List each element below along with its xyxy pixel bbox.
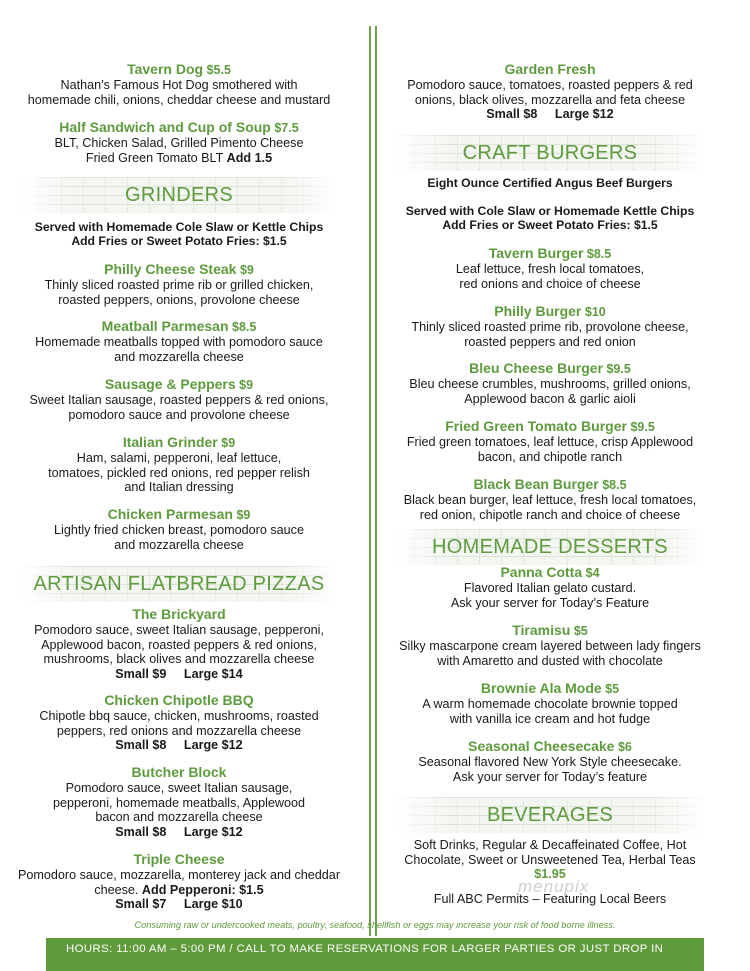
- item-name: Half Sandwich and Cup of Soup: [59, 119, 271, 135]
- item-description: Black bean burger, leaf lettuce, fresh local tomatoes, red onion, chipotle ranch and choice of cheese: [403, 493, 697, 522]
- item-price: $9: [239, 378, 254, 392]
- menu-item: [18, 318, 340, 364]
- item-price: $5: [573, 624, 588, 638]
- menu-item-half-sandwich: [18, 119, 340, 165]
- menu-item-tavern-dog: [18, 61, 340, 107]
- item-description: Ham, salami, pepperoni, leaf lettuce, tomatoes, pickled red onions, red pepper relish and Italian dressing: [48, 451, 310, 495]
- item-extra: Add 1.5: [226, 150, 273, 165]
- menu-item: [392, 418, 708, 464]
- watermark-logo: menupix: [518, 877, 590, 896]
- item-name: Italian Grinder: [122, 434, 218, 450]
- item-description: Seasonal flavored New York Style cheesecake. Ask your server for Today’s feature: [418, 755, 682, 784]
- grinders-note: Served with Homemade Cole Slaw or Kettle Chips Add Fries or Sweet Potato Fries: $1.5: [34, 220, 324, 249]
- menu-item: [18, 261, 340, 307]
- item-description: Pomodoro sauce, tomatoes, roasted peppers & red onions, black olives, mozzarella and feta cheese: [407, 78, 693, 107]
- item-name: Tavern Dog: [127, 61, 204, 77]
- item-sizes: Small $8 Large $12: [486, 107, 614, 122]
- menu-item: [18, 692, 340, 753]
- item-name: Chicken Parmesan: [107, 506, 233, 522]
- beverages-note: Full ABC Permits – Featuring Local Beers: [433, 891, 667, 906]
- menu-item: [392, 738, 708, 784]
- item-price: $9: [236, 508, 251, 522]
- item-price: $6: [617, 740, 632, 754]
- item-price: $4: [585, 566, 600, 580]
- section-title-desserts: HOMEMADE DESSERTS: [432, 536, 668, 558]
- food-safety-disclaimer: Consuming raw or undercooked meats, poultry, seafood, shellfish or eggs may increase your risk of food borne illness.: [134, 920, 616, 930]
- menu-item: [392, 476, 708, 522]
- item-description: Fried green tomatoes, leaf lettuce, crisp Applewood bacon, and chipotle ranch: [406, 435, 694, 464]
- menu-item: [18, 606, 340, 681]
- menu-item: [392, 680, 708, 726]
- column-divider: [375, 26, 377, 936]
- menu-item: [18, 851, 340, 912]
- menu-item: [18, 764, 340, 839]
- item-description: Flavored Italian gelato custard. Ask your server for Today’s Feature: [450, 581, 650, 610]
- menu-item-garden-fresh: [392, 61, 708, 122]
- item-description: Bleu cheese crumbles, mushrooms, grilled onions, Applewood bacon & garlic aioli: [409, 377, 691, 406]
- item-name: Triple Cheese: [133, 851, 225, 867]
- section-title-burgers: CRAFT BURGERS: [462, 142, 638, 164]
- item-name: Fried Green Tomato Burger: [445, 418, 627, 434]
- menu-item: [392, 245, 708, 291]
- item-description: Nathan’s Famous Hot Dog smothered with homemade chili, onions, cheddar cheese and mustard: [27, 78, 331, 107]
- item-name: Black Bean Burger: [473, 476, 599, 492]
- section-title-flatbread: ARTISAN FLATBREAD PIZZAS: [33, 573, 325, 595]
- item-price: $5.5: [206, 63, 231, 77]
- item-description: Thinly sliced roasted prime rib, provolone cheese, roasted peppers and red onion: [411, 320, 689, 349]
- menu-item: [18, 434, 340, 495]
- section-title-grinders: GRINDERS: [125, 184, 233, 206]
- burgers-note: Served with Cole Slaw or Homemade Kettle Chips Add Fries or Sweet Potato Fries: $1.5: [405, 204, 695, 233]
- column-divider: [369, 26, 371, 936]
- item-description: Thinly sliced roasted prime rib or grilled chicken, roasted peppers, onions, provolone cheese: [44, 278, 314, 307]
- item-price: $9.5: [606, 362, 631, 376]
- item-description: Sweet Italian sausage, roasted peppers & red onions, pomodoro sauce and provolone cheese: [29, 393, 329, 422]
- item-name: Chicken Chipotle BBQ: [104, 692, 254, 708]
- item-sizes: Small $9 Large $14: [115, 666, 243, 681]
- item-price: $9: [239, 263, 254, 277]
- menu-item: [392, 303, 708, 349]
- item-price: $1.95: [534, 867, 566, 882]
- item-name: The Brickyard: [132, 606, 226, 622]
- menu-item: [392, 622, 708, 668]
- item-name: Butcher Block: [131, 764, 227, 780]
- item-price: $8.5: [232, 320, 257, 334]
- item-name: Seasonal Cheesecake: [468, 738, 615, 754]
- item-description: Pomodoro sauce, mozzarella, monterey jack and cheddar cheese. Add Pepperoni: $1.5: [18, 868, 341, 897]
- item-description: Soft Drinks, Regular & Decaffeinated Coffee, Hot Chocolate, Sweet or Unsweetened Tea, Herbal Teas: [404, 838, 696, 867]
- item-description: Leaf lettuce, fresh local tomatoes, red onions and choice of cheese: [455, 262, 645, 291]
- item-description: Pomodoro sauce, sweet Italian sausage, pepperoni, homemade meatballs, Applewood bacon and mozzarella cheese: [52, 781, 306, 825]
- item-description: Homemade meatballs topped with pomodoro sauce and mozzarella cheese: [35, 335, 323, 364]
- item-price: $7.5: [274, 121, 299, 135]
- item-name: Sausage & Peppers: [104, 376, 236, 392]
- item-sizes: Small $8 Large $12: [115, 738, 243, 753]
- item-price: $8.5: [586, 247, 612, 261]
- item-price: $9: [221, 436, 236, 450]
- item-description: A warm homemade chocolate brownie topped with vanilla ice cream and hot fudge: [422, 697, 678, 726]
- item-name: Panna Cotta: [500, 564, 583, 580]
- item-description: BLT, Chicken Salad, Grilled Pimento Cheese Fried Green Tomato BLT Add 1.5: [54, 136, 304, 165]
- item-description: Silky mascarpone cream layered between lady fingers with Amaretto and dusted with chocolate: [399, 639, 701, 668]
- item-name: Philly Burger: [494, 303, 582, 319]
- item-price: $9.5: [630, 420, 655, 434]
- item-price: $8.5: [602, 478, 627, 492]
- item-name: Bleu Cheese Burger: [469, 360, 603, 376]
- hours-bar: HOURS: 11:00 AM – 5:00 PM / CALL TO MAKE RESERVATIONS FOR LARGER PARTIES OR JUST DROP IN: [46, 938, 704, 971]
- menu-item: [392, 360, 708, 406]
- item-description: Lightly fried chicken breast, pomodoro sauce and mozzarella cheese: [54, 523, 304, 552]
- item-description: Pomodoro sauce, sweet Italian sausage, pepperoni, Applewood bacon, roasted peppers & red onions, mushrooms, black olives and mozzarella cheese: [34, 623, 324, 667]
- item-extra: Add Pepperoni: $1.5: [141, 882, 264, 897]
- item-price: $5: [605, 682, 620, 696]
- item-name: Garden Fresh: [504, 61, 596, 77]
- menu-item: [18, 376, 340, 422]
- item-price: $10: [584, 305, 606, 319]
- item-name: Brownie Ala Mode: [480, 680, 602, 696]
- item-name: Meatball Parmesan: [101, 318, 229, 334]
- burgers-intro: Eight Ounce Certified Angus Beef Burgers: [427, 176, 673, 190]
- item-name: Tiramisu: [512, 622, 571, 638]
- item-name: Philly Cheese Steak: [104, 261, 237, 277]
- item-sizes: Small $8 Large $12: [115, 824, 243, 839]
- item-description: Chipotle bbq sauce, chicken, mushrooms, roasted peppers, red onions and mozzarella cheese: [39, 709, 319, 738]
- menu-item: [392, 564, 708, 610]
- item-name: Tavern Burger: [488, 245, 584, 261]
- item-sizes: Small $7 Large $10: [115, 897, 243, 912]
- menu-item: [18, 506, 340, 552]
- section-title-beverages: BEVERAGES: [486, 804, 614, 826]
